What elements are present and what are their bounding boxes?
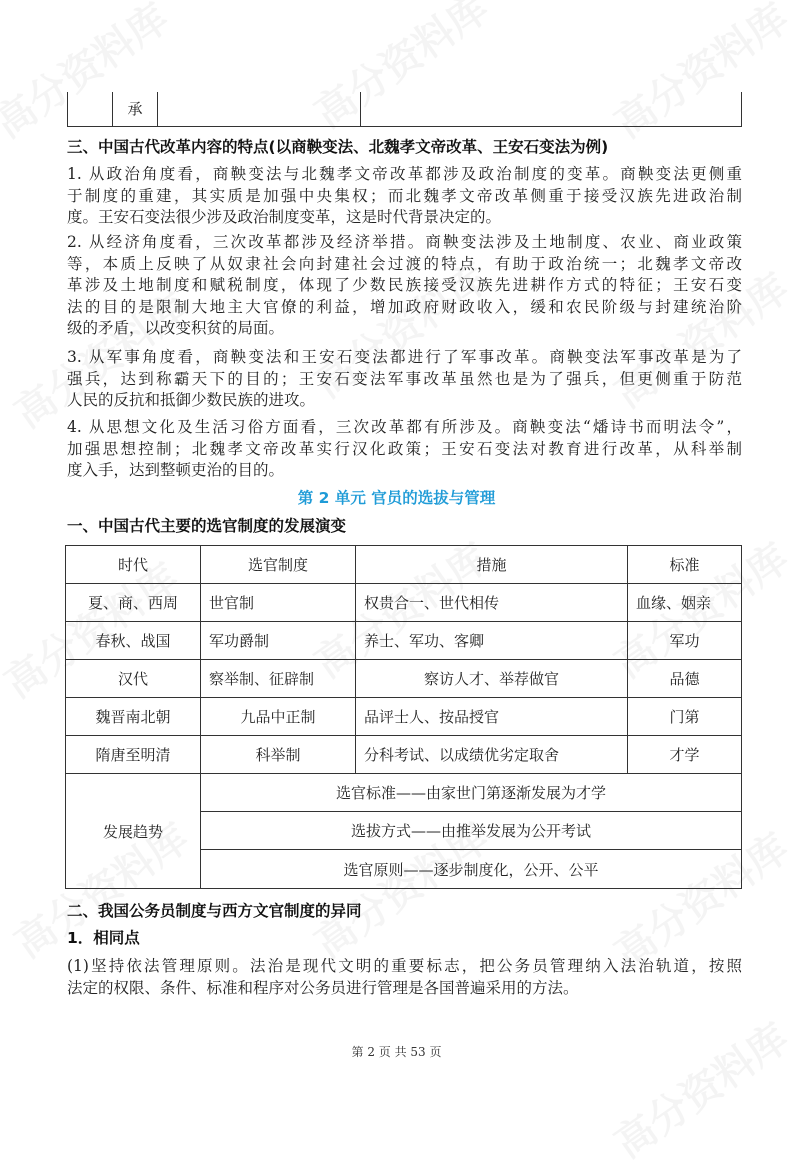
table-cell: 承 bbox=[113, 92, 158, 126]
watermark bbox=[602, 1008, 793, 1169]
trend-row: 选拔方式——由推举发展为公开考试 bbox=[66, 812, 742, 850]
table-row: 夏、商、西周 世官制 权贵合一、世代相传 血缘、姻亲 bbox=[66, 584, 742, 622]
trend-row: 选官原则——逐步制度化，公开、公平 bbox=[66, 850, 742, 889]
table-row: 汉代 察举制、征辟制 察访人才、举荐做官 品德 bbox=[66, 660, 742, 698]
section-heading: 一、中国古代主要的选官制度的发展演变 bbox=[67, 517, 347, 535]
section-heading: 三、中国古代改革内容的特点(以商鞅变法、北魏孝文帝改革、王安石变法为例) bbox=[67, 138, 609, 156]
selection-system-table bbox=[65, 545, 742, 889]
sub-heading: 1．相同点 bbox=[67, 929, 140, 947]
trend-row: 发展趋势 选官标准——由家世门第逐渐发展为才学 bbox=[66, 774, 742, 812]
paragraph-2: 2. 从经济角度看，三次改革都涉及经济举措。商鞅变法涉及土地制度、农业、商业政策 等，本质上反映了从奴隶社会向封建社会过渡的特点，有助于政治统一；北魏孝文帝改 革涉及土地制度和赋税制度，体现了少数民族接受汉族先进耕作方式的特征；王安石变 法的目的是限制大地主大官僚的利益，增加政府财政收入，缓和农民阶级与封建统治阶 级的矛盾，以改变积贫的局面。 bbox=[67, 233, 742, 337]
paragraph-4: 4. 从思想文化及生活习俗方面看，三次改革都有所涉及。商鞅变法“燔诗书而明法令”， 加强思想控制；北魏孝文帝改革实行汉化政策；王安石变法对教育进行改革，从科举制 度入手，达到整顿吏治的目的。 bbox=[67, 418, 742, 479]
unit-title: 第 2 单元 官员的选拔与管理 bbox=[297, 489, 496, 507]
page-number: 第 2 页 共 53 页 bbox=[351, 1045, 442, 1059]
trend-label: 发展趋势 bbox=[66, 774, 201, 889]
table-row: 魏晋南北朝 九品中正制 品评士人、按品授官 门第 bbox=[66, 698, 742, 736]
section-heading: 二、我国公务员制度与西方文官制度的异同 bbox=[67, 902, 362, 920]
watermark bbox=[0, 0, 178, 149]
paragraph-3: 3. 从军事角度看，商鞅变法和王安石变法都进行了军事改革。商鞅变法军事改革是为了 强兵，达到称霸天下的目的；王安石变法军事改革虽然也是为了强兵，但更侧重于防范 人民的反抗和抵御少数民族的进攻。 bbox=[67, 348, 742, 409]
previous-table-fragment bbox=[67, 92, 742, 127]
paragraph-1: 1. 从政治角度看，商鞅变法与北魏孝文帝改革都涉及政治制度的变革。商鞅变法更侧重 于制度的重建，其实质是加强中央集权；而北魏孝文帝改革侧重于接受汉族先进政治制 度。王安石变法很少涉及政治制度变革，这是时代背景决定的。 bbox=[67, 165, 742, 226]
table-row: 春秋、战国 军功爵制 养士、军功、客卿 军功 bbox=[66, 622, 742, 660]
watermark bbox=[602, 0, 793, 149]
table-header-row: 时代 选官制度 措施 标准 bbox=[66, 546, 742, 584]
paragraph-5: (1)坚持依法管理原则。法治是现代文明的重要标志，把公务员管理纳入法治轨道，按照 法定的权限、条件、标准和程序对公务员进行管理是各国普遍采用的方法。 bbox=[67, 957, 742, 997]
table-row: 隋唐至明清 科举制 分科考试、以成绩优劣定取舍 才学 bbox=[66, 736, 742, 774]
